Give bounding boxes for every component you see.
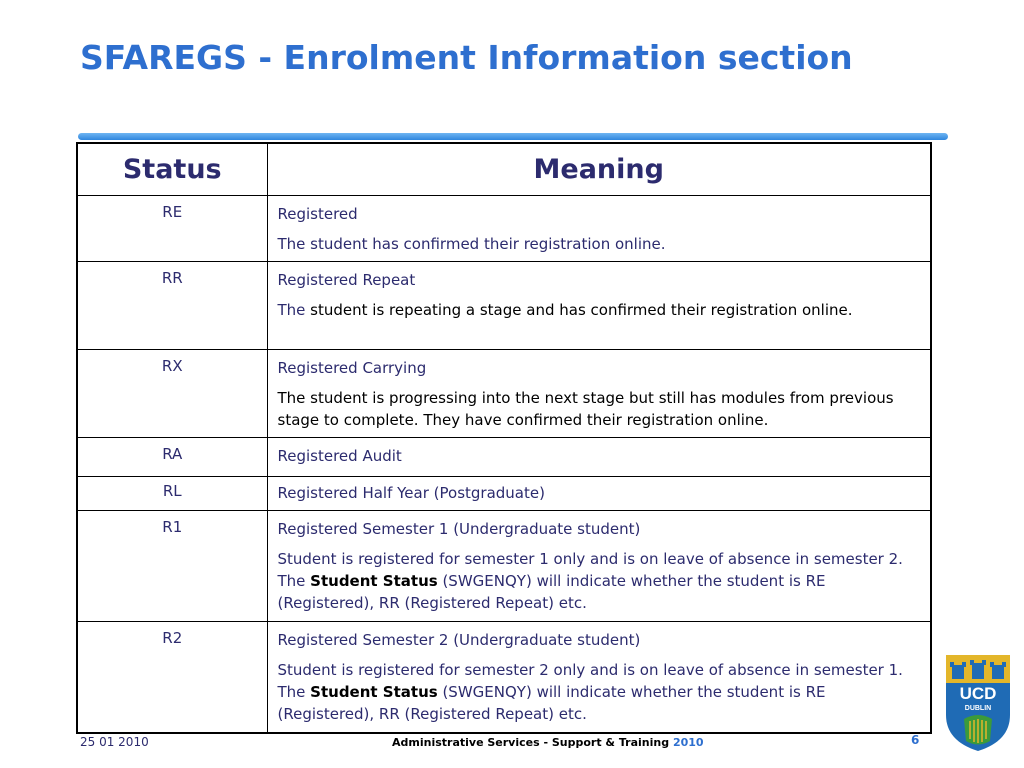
status-name: Registered Repeat <box>277 271 416 289</box>
footer-date: 25 01 2010 <box>80 735 149 749</box>
description-prefix: The <box>277 301 306 319</box>
status-name: Registered <box>277 205 358 223</box>
description-text: Student is registered for semester 1 only and is on leave of absence in semester 2. The <box>277 550 903 590</box>
table-header-row <box>77 143 931 196</box>
status-description <box>278 548 921 614</box>
status-description <box>278 299 921 321</box>
status-code: RX <box>77 350 267 438</box>
footer-department: Administrative Services - Support & Training <box>392 736 670 749</box>
description-text: student is repeating a stage and has confirmed their registration online. <box>305 301 853 319</box>
table-row <box>77 350 931 438</box>
table-row <box>77 438 931 477</box>
description-text: Student is registered for semester 2 only and is on leave of absence in semester 1. The <box>277 661 903 701</box>
meaning-header: Meaning <box>267 143 931 196</box>
description-text: (SWGENQY) will indicate whether the student is RE (Registered), RR (Registered Repeat) etc. <box>277 572 826 612</box>
description-text: (SWGENQY) will indicate whether the student is RE (Registered), RR (Registered Repeat) etc. <box>277 683 826 723</box>
table-row <box>77 511 931 622</box>
meaning-cell <box>267 262 931 350</box>
table-row <box>77 262 931 350</box>
meaning-cell <box>267 477 931 511</box>
meaning-cell <box>267 511 931 622</box>
status-code: RR <box>77 262 267 350</box>
description-bold: Student Status <box>310 572 438 590</box>
meaning-cell <box>267 622 931 733</box>
description-bold: Student Status <box>310 683 438 701</box>
status-name: Registered Audit <box>277 447 402 465</box>
status-name: Registered Carrying <box>277 359 427 377</box>
status-name: Registered Semester 2 (Undergraduate student) <box>277 631 641 649</box>
status-description: The student has confirmed their registration online. <box>277 235 666 253</box>
status-table <box>76 142 932 734</box>
meaning-cell <box>267 438 931 477</box>
status-header: Status <box>77 143 267 196</box>
status-name: Registered Semester 1 (Undergraduate student) <box>277 520 641 538</box>
table-row <box>77 196 931 262</box>
meaning-cell <box>267 196 931 262</box>
status-code: RL <box>77 477 267 511</box>
status-name: Registered Half Year (Postgraduate) <box>277 484 545 502</box>
status-code: RE <box>77 196 267 262</box>
table-row <box>77 622 931 733</box>
status-description <box>278 659 921 725</box>
ucd-logo <box>944 653 1012 753</box>
footer-year: 2010 <box>672 736 704 749</box>
logo-text-ucd: UCD <box>959 684 997 703</box>
title-divider <box>78 133 948 140</box>
meaning-cell <box>267 350 931 438</box>
page-number: 6 <box>911 733 920 747</box>
table-row <box>77 477 931 511</box>
page-title: SFAREGS - Enrolment Information section <box>80 38 853 77</box>
status-code: RA <box>77 438 267 477</box>
logo-text-dublin: DUBLIN <box>964 705 992 712</box>
status-code: R2 <box>77 622 267 733</box>
status-code: R1 <box>77 511 267 622</box>
footer-text <box>392 736 704 749</box>
status-description: The student is progressing into the next stage but still has modules from previous stage to complete. They have confirmed their registration online. <box>277 389 894 429</box>
